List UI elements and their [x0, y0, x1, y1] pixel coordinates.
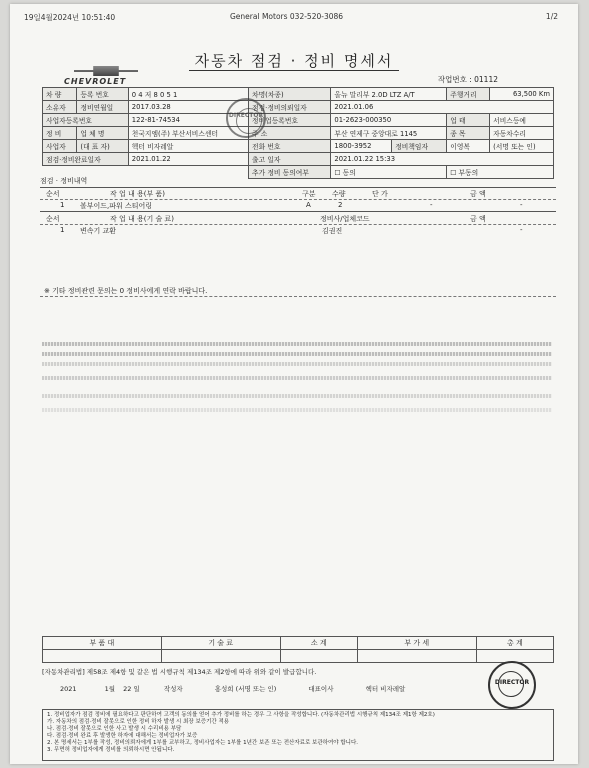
label-business-operator: 사업자	[43, 140, 77, 153]
subtotal-label: 소 계	[280, 637, 357, 650]
notes-box: 1. 정비업자가 점검 정비에 필요하다고 판단하여 고객의 동의를 얻어 추가 정비를 하는 경우 그 사항을 작성합니다. (자동차관리법 시행규칙 제134조 제1항 제2호) 가. 자동차의 점검·정비 잘못으로 인한 정비 하자 발생 시 최장 보증기간 적용 나. 점검·정비 잘못으로 인한 사고 발생 시 수리비용 부담 다. 점검·정비 완료 후 발생한 하자에 대해서는 정비업자가 보증 2. 본 명세서는 1부를 작성, 정비의뢰자에게 1부를 교부하고, 정비사업자는 1부를 1년간 보존 또는 전산자료로 보관하여야 합니다. 3. 무면허 정비업자에게 정비를 의뢰하시면 안됩니다.	[42, 709, 554, 761]
label-business-number: 사업자등록번호	[43, 114, 129, 127]
consent-agree: ☐ 동의	[331, 166, 447, 179]
blurred-line	[42, 352, 552, 356]
blurred-line	[42, 376, 552, 380]
fax-header-page: 1/2	[545, 12, 558, 21]
value-business-type: 서비스등예	[490, 114, 554, 127]
blurred-line	[42, 394, 552, 398]
label-representative: (대 표 자)	[77, 140, 128, 153]
label-manager: 정비책임자	[392, 140, 447, 153]
blurred-line	[42, 362, 552, 366]
value-company-name: 천국지엠(주) 부산서비스센터	[128, 127, 248, 140]
label-company-name: 업 체 명	[77, 127, 128, 140]
label-phone: 전화 번호	[249, 140, 331, 153]
label-owner: 소유자	[43, 101, 77, 114]
value-address: 부산 연제구 중앙대로 1145	[331, 127, 447, 140]
label-business-item: 종 목	[447, 127, 490, 140]
company-seal-small: DIRECTOR	[226, 98, 266, 138]
chevrolet-logo	[62, 64, 152, 86]
value-release-date: 2021.01.22 15:33	[331, 153, 554, 166]
label-service-date: 정비연월일	[77, 101, 128, 114]
label-reg-number: 등록 번호	[77, 88, 128, 101]
label-repairer: 정 비	[43, 127, 77, 140]
label-address: 주 소	[249, 127, 331, 140]
value-completion-date: 2021.01.22	[128, 153, 248, 166]
legal-statement: [자동차관리법] 제58조 제4항 및 같은 법 시행규칙 제134조 제2항에 따라 위와 같이 발급합니다.	[42, 668, 317, 676]
section-label: 점검 · 정비내역	[40, 177, 88, 185]
value-business-number: 122-81-74534	[128, 114, 248, 127]
label-shop-reg-number: 정비업등록번호	[249, 114, 331, 127]
logo-text: CHEVROLET	[64, 77, 127, 86]
blurred-line	[42, 342, 552, 346]
contact-note: ※ 기타 정비관련 문의는 0 정비사에게 연락 바랍니다.	[44, 287, 208, 295]
label-release-date: 출고 일자	[249, 153, 331, 166]
value-mileage: 63,500 Km	[490, 88, 554, 101]
consent-disagree: ☐ 부동의	[447, 166, 554, 179]
fax-header-datetime: 19일4월2024년 10:51:40	[24, 13, 116, 22]
label-model: 차명(차종)	[249, 88, 331, 101]
label-signature: (서명 또는 인)	[490, 140, 554, 153]
label-additional-consent: 추가 정비 동의여부	[249, 166, 331, 179]
total-labor-label: 기 술 료	[161, 637, 280, 650]
value-shop-reg-number: 01-2623-000350	[331, 114, 447, 127]
grand-total-label: 총 계	[476, 637, 553, 650]
value-business-item: 자동차수리	[490, 127, 554, 140]
value-phone: 1800-3952	[331, 140, 392, 153]
fax-header-sender: General Motors 032-520-3086	[230, 12, 344, 21]
vehicle-info-table	[42, 87, 554, 179]
blurred-line	[42, 408, 552, 412]
vat-label: 부 가 세	[357, 637, 476, 650]
totals-table	[42, 636, 554, 663]
value-model: 올뉴 말리부 2.0D LTZ A/T	[331, 88, 447, 101]
label-business-type: 업 태	[447, 114, 490, 127]
company-seal: DIRECTOR	[488, 661, 536, 709]
bowtie-icon	[74, 66, 138, 76]
label-completion-date: 점검·정비완료일자	[43, 153, 129, 166]
label-mileage: 주행거리	[447, 88, 490, 101]
label-vehicle: 차 량	[43, 88, 77, 101]
value-reg-number: 0 4 저 8 0 5 1	[128, 88, 248, 101]
work-order-number: 작업번호 : 01112	[437, 75, 498, 84]
value-representative: 헥터 비자레알	[128, 140, 248, 153]
sign-line: 2021 1월 22 일 작성자 홍성희 (서명 또는 인) 대표이사 헥터 비자레알	[60, 685, 406, 693]
value-request-date: 2021.01.06	[331, 101, 554, 114]
total-parts-label: 부 품 대	[43, 637, 162, 650]
value-service-date: 2017.03.28	[128, 101, 248, 114]
document-sheet: 19일4월2024년 10:51:40 General Motors 032-520-3086 1/2 자동차 점검 · 정비 명세서 CHEVROLET 작업번호 : 01112 차 량 등록 번호 0 4 저 8 0 5 1 차명(차종) 올뉴 말리부 2.0D LTZ A/T 주행거리 63,500 Km 소유자 정비연월일 2017.03.28 점검·정비의뢰일자 2021.01.06 사업자등록번호 122-81-74534 정비업등록번호 01-2623-000350 업 태 서비스등예 정 비 업 체 명 천국지엠(주) 부산서비스센터 주 소 부산 연제구 중앙대로 1145 종 목 자동차수리 사업자 (대 표 자) 헥터 비자레알 전화 번호 1800-3952 정비책임자 이영복 (서명 또는 인) 점검·정비완료일자 2021.01.22 출고 일자 2021.01.22 15:33 추가 정비 동의여부 ☐ 동의 ☐ 부동의 점검 · 정비내역 순서 작 업 내 용(부 품) 구분 수량 단 가 금 액 1 볼부이드,파워 스티어링 A 2 - - 순서 작 업 내 용(기 술 료) 정비사/업체코드 금 액 1 변속기 교환 김권진 - ※ 기타 정비관련 문의는 0 정비사에게 연락 바랍니다. 부 품 대 기 술 료 소 계 부 가 세 총 계 [자동차관리법] 제58조 제4항 및 같은 법 시행규칙 제134조 제2항에 따라 위와 같이 발급합니다. 2021 1월 22 일 작성자 홍성희 (서명 또는 인) 대표이사 헥터 비자레알 DIRECTOR DIRECTOR 1. 정비업자가 점검 정비에 필요하다고 판단하여 고객의 동의를 얻어 추가 정비를 하는 경우 그 사항을 작성합니다. (자동차관리법 시행규칙 제134조 제1항 제2호) 가. 자동차의 점검·정비 잘못으로 인한 정비 하자 발생 시 최장 보증기간 적용 나. 점검·정비 잘못으로 인한 사고 발생 시 수리비용 부담 다. 점검·정비 완료 후 발생한 하자에 대해서는 정비업자가 보증 2. 본 명세서는 1부를 작성, 정비의뢰자에게 1부를 교부하고, 정비사업자는 1부를 1년간 보존 또는 전산자료로 보관하여야 합니다. 3. 무면허 정비업자에게 정비를 의뢰하시면 안됩니다.	[10, 4, 578, 764]
value-manager: 이영복	[447, 140, 490, 153]
document-title: 자동차 점검 · 정비 명세서	[10, 50, 578, 71]
label-request-date: 점검·정비의뢰일자	[249, 101, 331, 114]
